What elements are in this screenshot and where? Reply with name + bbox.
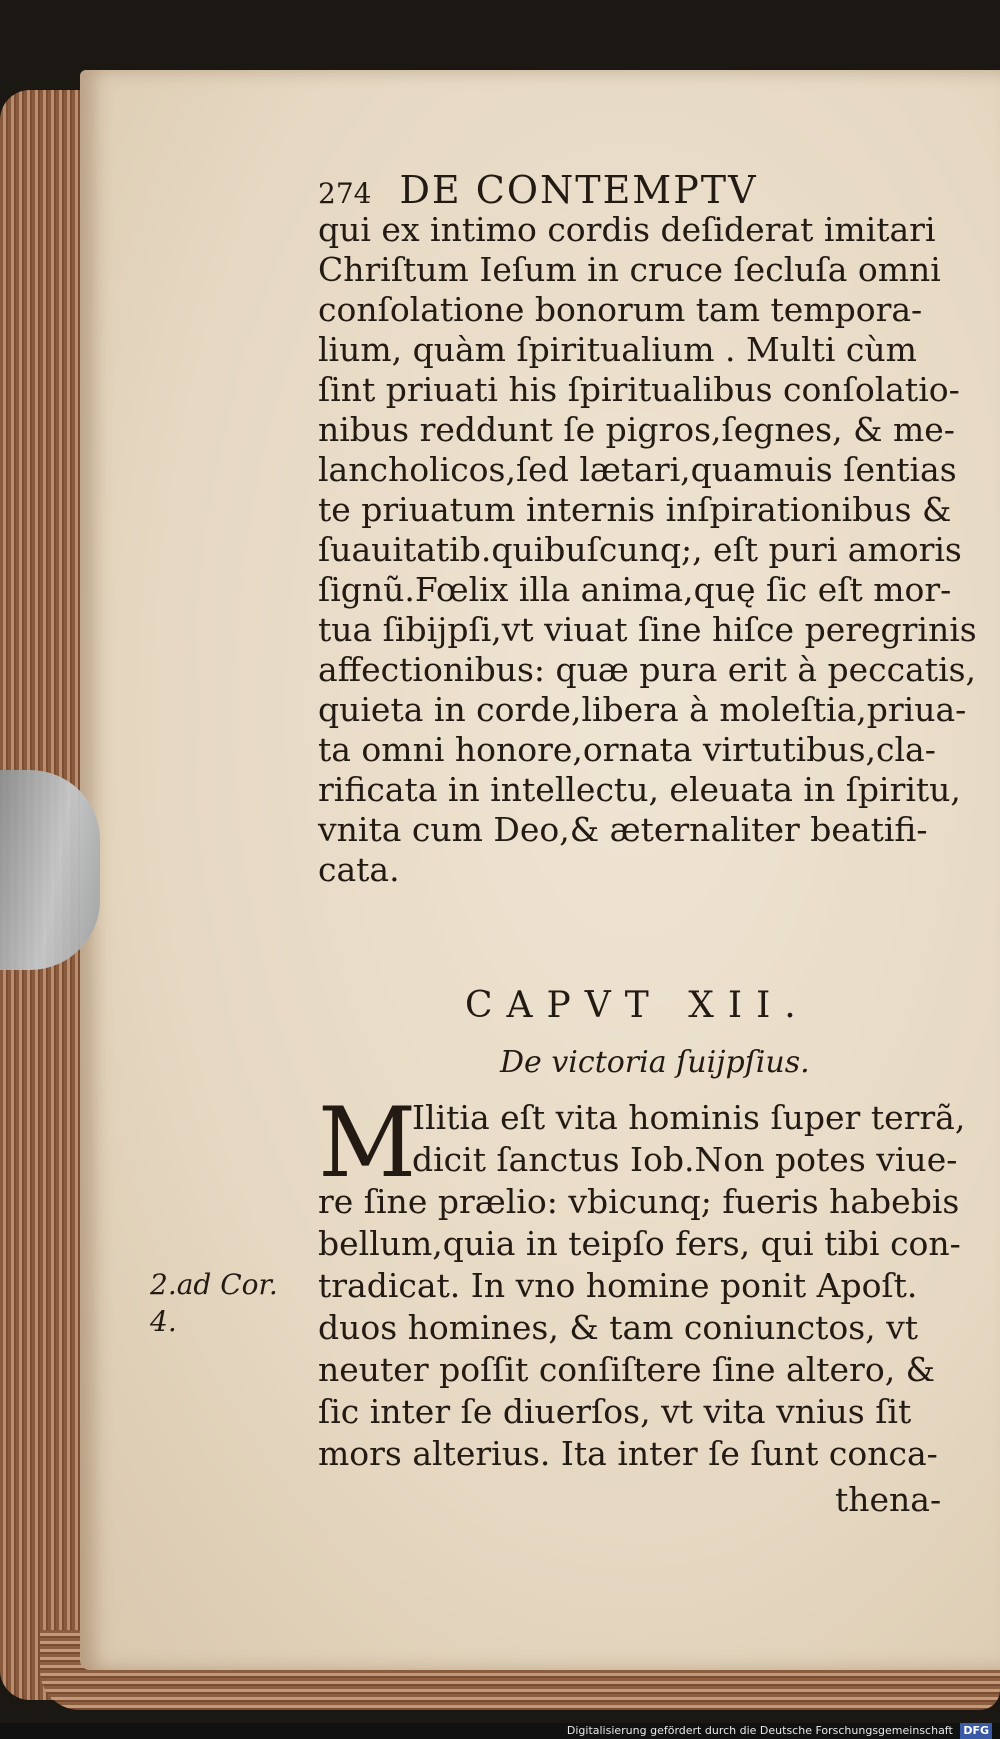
text-line: Chriſtum Ieſum in cruce ſecluſa omni: [318, 250, 941, 289]
margin-note: 2.ad Cor.: [150, 1268, 278, 1301]
text-line: duos homines, & tam coniunctos, vt: [318, 1308, 919, 1347]
dfg-logo: DFG: [960, 1723, 992, 1739]
text-line: rificata in intellectu, eleuata in ſpiritu,: [318, 770, 961, 809]
drop-cap: M: [318, 1087, 417, 1199]
text-line: ſint priuati his ſpiritualibus conſolatio-: [318, 370, 960, 409]
footer-credit: Digitalisierung gefördert durch die Deutsche Forschungsgemeinschaft: [566, 1724, 953, 1737]
text-line: re ſine prælio: vbicunq; fueris habebis: [318, 1182, 960, 1221]
digitization-footer: [0, 1723, 1000, 1739]
running-header: [318, 168, 758, 212]
text-line: te priuatum internis inſpirationibus &: [318, 490, 952, 529]
text-line: affectionibus: quæ pura erit à peccatis,: [318, 650, 977, 689]
page-number: 274: [318, 177, 372, 210]
text-line: vnita cum Deo,& æternaliter beatifi-: [318, 810, 928, 849]
text-line: dicit ſanctus Iob.Non potes viue-: [412, 1140, 958, 1179]
text-line: lium, quàm ſpiritualium . Multi cùm: [318, 330, 917, 369]
text-line: ſic inter ſe diuerſos, vt vita vnius ſit: [318, 1392, 912, 1431]
text-line: Ilitia eſt vita hominis ſuper terrã,: [412, 1098, 966, 1137]
text-line: conſolatione bonorum tam tempora-: [318, 290, 923, 329]
margin-note: 4.: [150, 1305, 177, 1338]
chapter-heading: CAPVT XII.: [465, 985, 810, 1026]
text-line: ſuauitatib.quibuſcunq;, eſt puri amoris: [318, 530, 962, 569]
page-holder-clip: [0, 770, 100, 970]
catchword: thena-: [835, 1480, 942, 1519]
text-line: ta omni honore,ornata virtutibus,cla-: [318, 730, 936, 769]
text-line: cata.: [318, 850, 400, 889]
text-line: ſignũ.Fœlix illa anima,quę ſic eſt mor-: [318, 570, 952, 609]
text-line: tua ſibijpſi,vt viuat ſine hiſce peregrinis: [318, 610, 977, 649]
text-line: lancholicos,ſed lætari,quamuis ſentias: [318, 450, 957, 489]
text-line: quieta in corde,libera à moleſtia,priua-: [318, 690, 967, 729]
text-line: tradicat. In vno homine ponit Apoſt.: [318, 1266, 918, 1305]
running-head-title: DE CONTEMPTV: [399, 168, 758, 212]
text-line: bellum,quia in teipſo fers, qui tibi con-: [318, 1224, 961, 1263]
text-line: mors alterius. Ita inter ſe ſunt conca-: [318, 1434, 938, 1473]
chapter-subtitle: De victoria ſuijpſius.: [500, 1045, 810, 1080]
text-line: neuter poſſit conſiſtere ſine altero, &: [318, 1350, 936, 1389]
text-line: nibus reddunt ſe pigros,ſegnes, & me-: [318, 410, 955, 449]
text-line: qui ex intimo cordis deſiderat imitari: [318, 210, 936, 249]
